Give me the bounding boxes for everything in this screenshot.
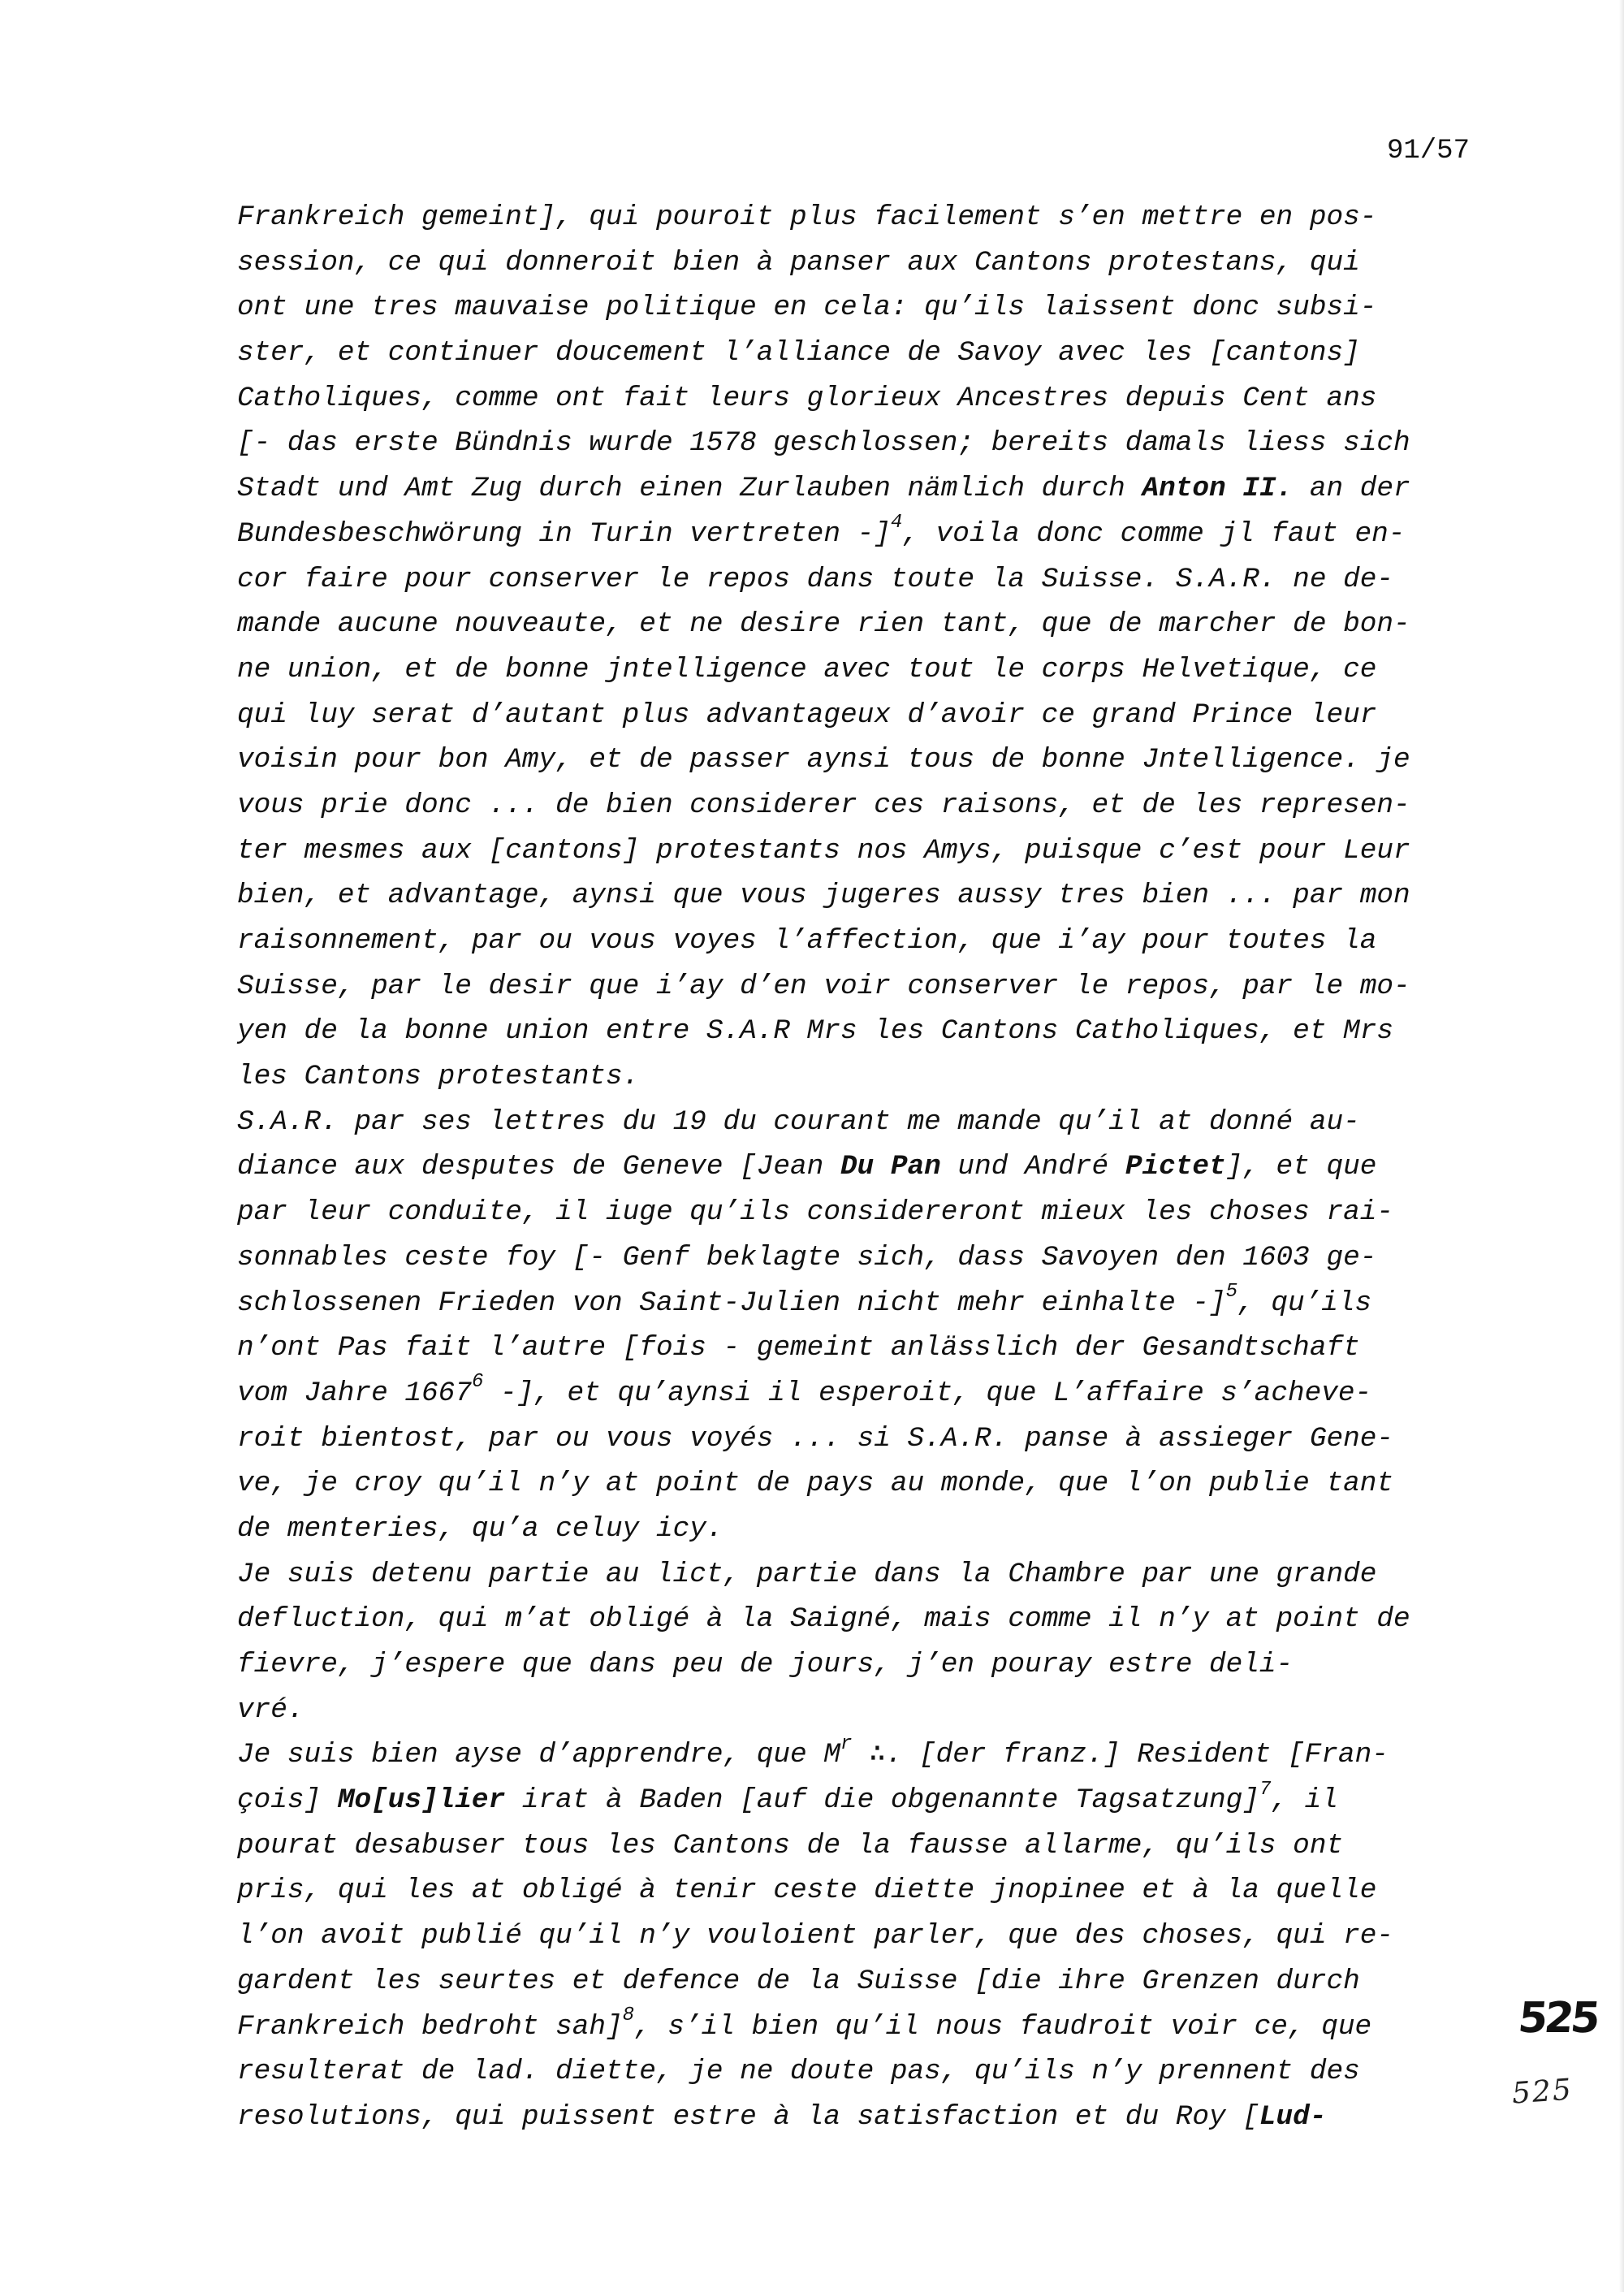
text-segment: n’ont Pas fait l’autre [fois - gemeint anlässlich der Gesandtschaft xyxy=(237,1332,1360,1364)
text-segment: Je suis detenu partie au lict, partie dans la Chambre par une grande xyxy=(237,1558,1377,1590)
bold-name: Anton II. xyxy=(1142,473,1294,505)
bold-name: Lud- xyxy=(1259,2100,1327,2133)
text-segment: ter mesmes aux [cantons] protestants nos Amys, puisque c’est pour Leur xyxy=(237,834,1410,867)
text-line xyxy=(237,1235,1488,1281)
text-line xyxy=(237,1461,1488,1507)
text-segment: l’on avoit publié qu’il n’y vouloient parler, que des choses, qui re- xyxy=(237,1920,1394,1953)
text-segment: Frankreich gemeint], qui pouroit plus facilement s’en mettre en pos- xyxy=(237,201,1377,233)
text-line xyxy=(237,2004,1488,2050)
text-line xyxy=(237,1914,1488,1959)
text-line xyxy=(237,2049,1488,2095)
text-line xyxy=(237,1732,1488,1778)
footnote-marker: 7 xyxy=(1259,1778,1272,1801)
text-line xyxy=(237,783,1488,828)
text-line xyxy=(237,1597,1488,1642)
text-line xyxy=(237,1009,1488,1054)
text-segment: ], et que xyxy=(1225,1151,1377,1183)
text-segment: par leur conduite, il iuge qu’ils considereront mieux les choses rai- xyxy=(237,1196,1394,1229)
text-segment: gardent les seurtes et defence de la Suisse [die ihre Grenzen durch xyxy=(237,1965,1360,1997)
text-segment: Bundesbeschwörung in Turin vertreten -] xyxy=(237,517,891,550)
text-segment: les Cantons protestants. xyxy=(237,1061,640,1093)
text-segment: fievre, j’espere que dans peu de jours, j’en pouray estre deli- xyxy=(237,1649,1294,1680)
text-segment: vous prie donc ... de bien considerer ces raisons, et de les represen- xyxy=(237,789,1410,821)
text-line xyxy=(237,1507,1488,1552)
page-number: 91/57 xyxy=(1386,136,1470,166)
page-edge-shadow xyxy=(1619,0,1624,2292)
text-segment: , il xyxy=(1271,1784,1338,1817)
text-line xyxy=(237,240,1488,286)
text-segment: Je suis bien ayse d’apprendre, que M xyxy=(237,1739,840,1771)
text-line xyxy=(237,1054,1488,1100)
text-line xyxy=(237,1281,1488,1326)
text-line xyxy=(237,512,1488,557)
text-line xyxy=(237,602,1488,647)
text-line xyxy=(237,919,1488,964)
text-segment: , qu’ils xyxy=(1237,1287,1372,1319)
text-segment: yen de la bonne union entre S.A.R Mrs les Cantons Catholiques, et Mrs xyxy=(237,1015,1394,1048)
text-line xyxy=(237,1325,1488,1371)
text-segment: session, ce qui donneroit bien à panser aux Cantons protestans, qui xyxy=(237,246,1360,279)
text-line xyxy=(237,557,1488,603)
text-segment: ∴. [der franz.] Resident [Fran- xyxy=(852,1739,1389,1771)
text-line xyxy=(237,331,1488,376)
text-segment: vré. xyxy=(237,1693,304,1726)
text-line xyxy=(237,647,1488,693)
text-line xyxy=(237,421,1488,466)
text-line xyxy=(237,1100,1488,1145)
text-segment: [- das erste Bündnis wurde 1578 geschlossen; bereits damals liess sich xyxy=(237,427,1410,460)
text-line xyxy=(237,1823,1488,1869)
text-segment: Stadt und Amt Zug durch einen Zurlauben nämlich durch xyxy=(237,473,1142,505)
text-line xyxy=(237,376,1488,422)
text-segment: voisin pour bon Amy, et de passer aynsi tous de bonne Jntelligence. je xyxy=(237,744,1410,776)
footnote-marker: 6 xyxy=(471,1371,484,1394)
text-segment: çois] xyxy=(237,1784,338,1817)
footnote-marker: r xyxy=(840,1732,853,1755)
text-line xyxy=(237,1778,1488,1823)
text-segment: ont une tres mauvaise politique en cela: qu’ils laissent donc subsi- xyxy=(237,292,1377,324)
text-segment: -], et qu’aynsi il esperoit, que L’affaire s’acheve- xyxy=(483,1377,1372,1409)
text-segment: und André xyxy=(940,1151,1125,1183)
text-segment: Frankreich bedroht sah] xyxy=(237,2010,623,2043)
text-segment: Catholiques, comme ont fait leurs glorieux Ancestres depuis Cent ans xyxy=(237,382,1377,414)
footnote-marker: 8 xyxy=(622,2004,635,2027)
text-segment: ster, et continuer doucement l’alliance de Savoy avec les [cantons] xyxy=(237,337,1360,370)
text-segment: raisonnement, par ou vous voyes l’affection, que i’ay pour toutes la xyxy=(237,925,1377,957)
text-segment: ne union, et de bonne jntelligence avec tout le corps Helvetique, ce xyxy=(237,653,1377,685)
bold-name: Pictet xyxy=(1125,1151,1226,1183)
text-line xyxy=(237,693,1488,738)
text-segment: diance aux desputes de Geneve [Jean xyxy=(237,1151,840,1183)
text-line xyxy=(237,1416,1488,1462)
text-line xyxy=(237,964,1488,1010)
text-line xyxy=(237,1688,1488,1733)
text-segment: S.A.R. par ses lettres du 19 du courant me mande qu’il at donné au- xyxy=(237,1105,1360,1138)
text-segment: sonnables ceste foy [- Genf beklagte sich, dass Savoyen den 1603 ge- xyxy=(237,1241,1377,1274)
text-line xyxy=(237,2095,1488,2140)
text-segment: mande aucune nouveaute, et ne desire rien tant, que de marcher de bon- xyxy=(237,608,1410,641)
text-segment: vom Jahre 1667 xyxy=(237,1377,472,1409)
text-segment: ve, je croy qu’il n’y at point de pays au monde, que l’on publie tant xyxy=(237,1468,1394,1500)
text-line xyxy=(237,1868,1488,1914)
text-line xyxy=(237,1144,1488,1190)
text-segment: pourat desabuser tous les Cantons de la fausse allarme, qu’ils ont xyxy=(237,1829,1344,1862)
bold-name: Du Pan xyxy=(840,1151,941,1183)
text-segment: pris, qui les at obligé à tenir ceste diette jnopinee et à la quelle xyxy=(237,1875,1377,1907)
text-segment: qui luy serat d’autant plus advantageux d’avoir ce grand Prince leur xyxy=(237,698,1377,731)
text-line xyxy=(237,873,1488,919)
text-segment: defluction, qui m’at obligé à la Saigné, mais comme il n’y at point de xyxy=(237,1603,1410,1636)
text-line xyxy=(237,1552,1488,1598)
text-segment: Suisse, par le desir que i’ay d’en voir conserver le repos, par le mo- xyxy=(237,970,1410,1002)
footnote-marker: 4 xyxy=(890,512,903,534)
footnote-marker: 5 xyxy=(1225,1281,1238,1304)
handwritten-page-number: 525 xyxy=(1510,2073,1574,2111)
bold-name: Mo[us]lier xyxy=(337,1784,506,1817)
text-segment: irat à Baden [auf die obgenannte Tagsatzung] xyxy=(505,1784,1259,1817)
text-line xyxy=(237,828,1488,874)
archive-stamp-number: 525 xyxy=(1515,1994,1600,2043)
text-line xyxy=(237,737,1488,783)
text-line xyxy=(237,1371,1488,1416)
text-segment: an der xyxy=(1293,473,1410,505)
text-line xyxy=(237,285,1488,331)
text-segment: , s’il bien qu’il nous faudroit voir ce, que xyxy=(634,2010,1372,2043)
text-segment: schlossenen Frieden von Saint-Julien nicht mehr einhalte -] xyxy=(237,1287,1226,1319)
text-line xyxy=(237,1190,1488,1235)
text-segment: resulterat de lad. diette, je ne doute pas, qu’ils n’y prennent des xyxy=(237,2056,1360,2088)
text-segment: cor faire pour conserver le repos dans toute la Suisse. S.A.R. ne de- xyxy=(237,563,1394,595)
body-text xyxy=(237,195,1488,2140)
text-line xyxy=(237,466,1488,512)
text-segment: , voila donc comme jl faut en- xyxy=(902,517,1406,550)
text-segment: resolutions, qui puissent estre à la satisfaction et du Roy [ xyxy=(237,2100,1259,2133)
text-line xyxy=(237,195,1488,240)
text-segment: roit bientost, par ou vous voyés ... si S.A.R. panse à assieger Gene- xyxy=(237,1422,1394,1455)
text-line xyxy=(237,1642,1488,1688)
text-segment: de menteries, qu’a celuy icy. xyxy=(237,1512,723,1545)
text-line xyxy=(237,1959,1488,2004)
text-segment: bien, et advantage, aynsi que vous jugeres aussy tres bien ... par mon xyxy=(237,880,1410,912)
